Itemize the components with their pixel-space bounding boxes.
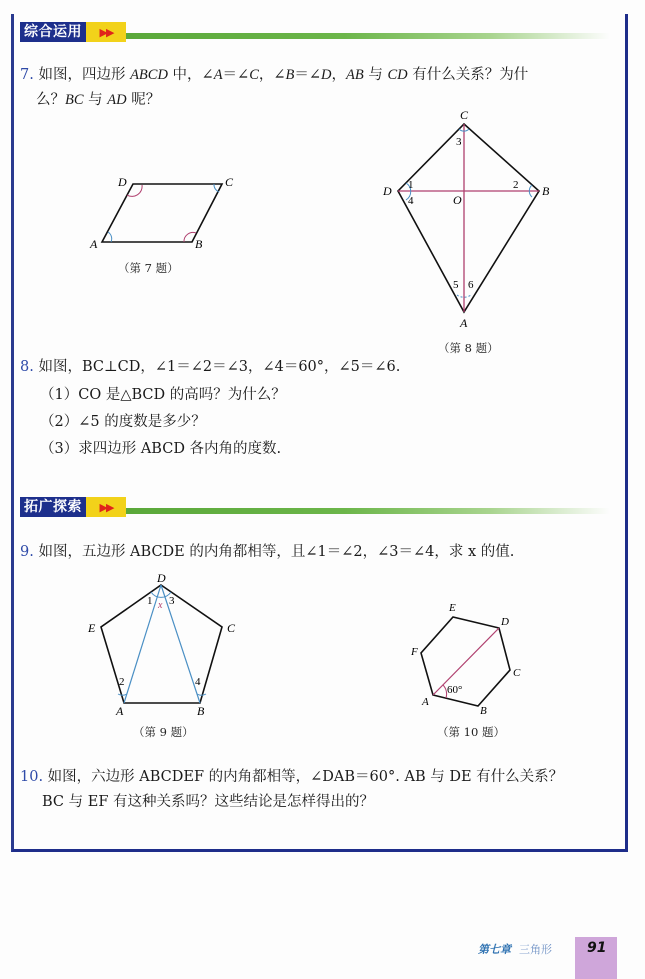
question-7: 7. 如图，四边形 ABCD 中，∠A＝∠C，∠B＝∠D，AB 与 CD 有什么关系？为什 么？BC 与 AD 呢？ [20,67,529,108]
angle-2: 2 [119,676,125,688]
section-header-extension [20,497,610,517]
question-10: 10. 如图，六边形 ABCDEF 的内角都相等，∠DAB＝60°. AB 与 DE 有什么关系？ BC 与 EF 有这种关系吗？这些结论是怎样得出的？ [20,769,564,810]
label-C: C [225,175,234,189]
question-8: 8. 如图，BC⊥CD，∠1＝∠2＝∠3，∠4＝60°，∠5＝∠6. [20,359,401,375]
label-B: B [197,704,205,715]
label-A: A [422,696,429,708]
angle-5: 5 [453,279,459,291]
question-9: 9. 如图，五边形 ABCDE 的内角都相等，且∠1＝∠2，∠3＝∠4，求 x 的值. [20,544,515,560]
label-C: C [460,108,469,122]
double-arrow-icon: ▶▶ [86,497,126,517]
section-title: 拓广探索 [20,497,86,517]
angle-x: x [158,600,163,611]
label-B: B [542,184,550,198]
question-number: 8. [20,359,34,375]
page-number: 91 [587,940,607,956]
figure-9-caption: （第 9 题） [133,725,194,739]
footer-chapter [478,941,552,957]
figure-9-pentagon [85,570,250,715]
label-D: D [383,184,392,198]
question-8-part-2: （2）∠5 的度数是多少？ [40,414,206,430]
chapter-number: 第七章 [478,943,511,956]
question-number: 10. [20,769,44,785]
question-8-part-1: （1）CO 是△BCD 的高吗？为什么？ [40,387,286,403]
section-header-comprehensive [20,22,610,42]
figure-8-kite [375,105,555,330]
label-B: B [480,705,487,715]
chapter-title: 三角形 [519,943,552,956]
angle-4: 4 [408,195,414,207]
figure-10-caption: （第 10 题） [437,725,505,739]
question-8-part-3: （3）求四边形 ABCD 各内角的度数. [40,441,282,457]
label-B: B [195,237,203,251]
label-E: E [88,621,96,635]
section-title: 综合运用 [20,22,86,42]
angle-3: 3 [456,136,462,148]
double-arrow-icon: ▶▶ [86,22,126,42]
angle-4: 4 [195,676,201,688]
angle-1: 1 [408,179,414,191]
label-A: A [116,704,124,715]
angle-6: 6 [468,279,474,291]
label-D: D [118,175,127,189]
angle-1: 1 [147,595,153,607]
angle-3: 3 [169,595,175,607]
figure-8-caption: （第 8 题） [438,341,499,355]
label-F: F [411,646,418,658]
label-D: D [501,616,509,628]
label-C: C [227,621,236,635]
figure-7-caption: （第 7 题） [118,261,179,275]
label-D: D [157,571,166,585]
label-E: E [449,602,456,614]
label-O: O [453,193,462,207]
section-divider-bar [126,508,610,514]
angle-60: 60° [447,684,463,696]
label-C: C [513,667,521,679]
question-number: 7. [20,67,34,83]
label-A: A [460,316,468,330]
figure-7-parallelogram [80,170,240,260]
section-divider-bar [126,33,610,39]
figure-10-hexagon [400,595,540,715]
question-number: 9. [20,544,34,560]
angle-2: 2 [513,179,519,191]
label-A: A [90,237,98,251]
page-number-box [575,937,617,979]
